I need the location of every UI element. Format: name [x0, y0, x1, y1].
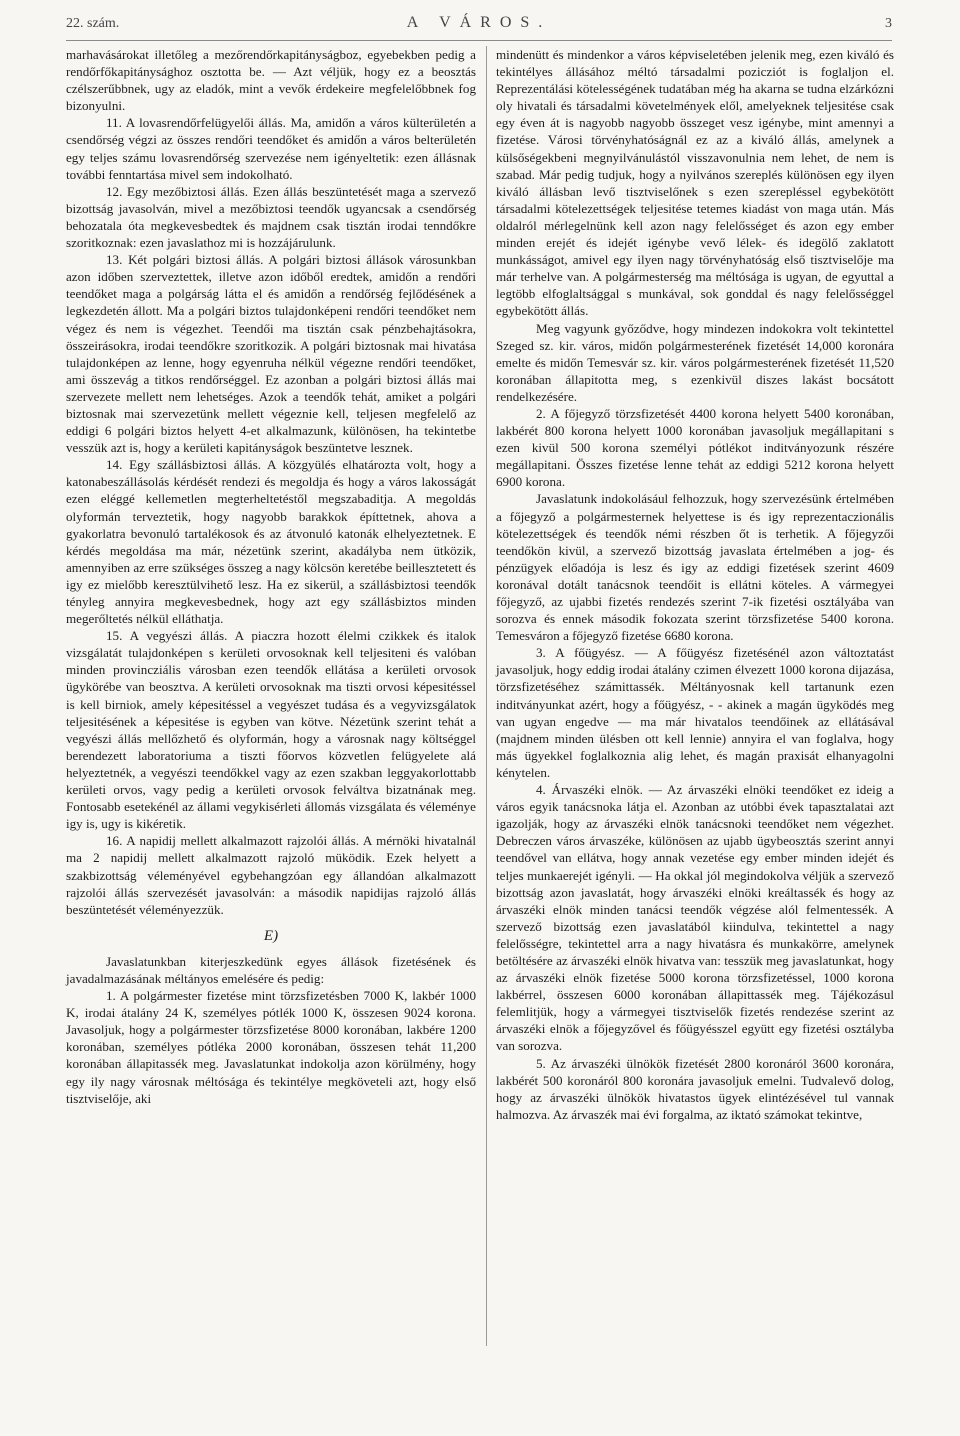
paragraph: 1. A polgármester fizetése mint törzsfizetésben 7000 K, lakbér 1000 K, irodai átalány 24 K, személyes pótlék 1000 K, összesen 9024 korona. Javasoljuk, hogy a polgármester törzsfizetése 8000 koronában, lakbére 1200 koronában, személyes pótléka 2000 koronában, összesen tehát 11,200 koronában állapitassék meg. Javaslatunkat indokolja azon körülmény, hogy egy ily nagy városnak méltósága és tekintélye megköveteli azt, hogy első tisztviselője, aki [66, 988, 476, 1106]
paragraph: marhavásárokat illetőleg a mezőrendőrkapitányságboz, egyebekben pedig a rendőrfőkapitánysághoz osztotta be. — Azt véljük, hogy ez a beosztás czélszerűbbnek, ugy az eladók, mint a vevők érdekeire megfelelőbbnek fog bizonyulni. [66, 47, 476, 114]
paragraph: 5. Az árvaszéki ülnökök fizetését 2800 koronáról 3600 koronára, lakbérét 500 koronáról 800 koronára javasoljuk emelni. Tudvalevő dolog, hogy az árvaszéki ülnökök hivatastos ügyek elintézésével tul vannak halmozva. Az árvaszék mai évi forgalma, az iktató számokat tekintve, [496, 1055, 894, 1122]
page-number: 3 [885, 16, 892, 31]
paragraph: Javaslatunk indokolásául felhozzuk, hogy szervezésünk értelmében a főjegyző a polgármesternek helyettese is és igy reprezentaczionális kötelezettségek és teendők némi részben őt is terhetik. A főjegyzői teendőkön kivül, a szervező bizottság javaslata értelmében a jog- és pénzügyek előadója is lesz és igy az eddigi fizetések szerint 4609 koronával dotált tanácsnok teendőit is ellátni köteles. A vármegyei főjegyző, az ujabbi fizetés rendezés szerint 7-ik fizetési osztályába van sorozva és ennek második fokozata szerint törzsfizetése 5400 korona. Temesváron a főjegyző fizetése 6680 korona. [496, 491, 894, 644]
page-header [66, 14, 892, 41]
paragraph: 2. A főjegyző törzsfizetését 4400 korona helyett 5400 koronában, lakbérét 800 korona helyett 1000 koronában javasoljuk megállapitani s ezen kivül 500 korona személyi pótlékot inditványozunk részére megállapitani. Összes fizetése lenne tehát az eddigi 5212 korona helyett 6900 korona. [496, 405, 894, 490]
paragraph: 13. Két polgári biztosi állás. A polgári biztosi állások városunkban azon időben szerveztettek, illetve azon időből eredtek, amidőn a rendőri teendőket maga a polgárság látta el és amidőn a rendőrség fejlődésének a legkezdetén állott. Ma a polgári biztos tulajdonképeni rendőri teendőket nem végez és nem is végezhet. Teendői ma tisztán csak pénzbehajtásokra, összeirásokra, irodai teendőkre szoritkozik. A polgári biztosnak mai hivatása tulajdonképen az lenne, hogy egyenruha nélkül végezne rendőri teendőket, ami összevág a titkos rendőrséggel. Ez azonban a polgári biztosi állás mai szervezete mellett nem lehetséges. Azok a teendők tehát, amiket a polgári biztosnak mai szervezetünk mellett végeznie kell, teljesen megfelelő az eddigi 6 polgári biztos helyett 4-et alkalmazunk, különösen, ha tekintetbe vesszük azt is, hogy a kerületi kapitányságok beszüntetve lesznek. [66, 252, 476, 456]
left-column [66, 46, 476, 1107]
paragraph: 14. Egy szállásbiztosi állás. A közgyülés elhatározta volt, hogy a katonabeszállásolás kérdését rendezi és megoldja és hogy a város lakosságát ezen eléggé kellemetlen megterheltetéstől megszabaditja. A megoldás olyformán terveztetik, hogy nagyobb barakkok építtetnek, ahova a gyakorlatra bevonuló tartalékosok és az átvonuló katonák elhelyeztetnek. E kérdés megoldása ma már, nézetünk szerint, akadályba nem ütközik, amennyiben az erre szükséges összeg a nagy kölcsön keretébe beillesztetett és igy ez mielőbb keresztülvihető lesz. Ha ez sikerül, a szállásbiztosi teendők tényleg annyira megkevesbednek, hogy azt egy szállásbiztos minden megerőltetés nélkül elláthatja. [66, 457, 476, 627]
paragraph: mindenütt és mindenkor a város képviseletében jelenik meg, ezen kiváló és tekintélyes állásához méltó társadalmi pozicziót is foglaljon el. Reprezentálási kötelességének tudatában még ha akarna se tudna elzárkózni oly hivatali és társadalmi követelmények elől, amelyeknek teljesitése csak egy éven át is nagyobb nagyobb összeget vesz igénybe, mint amennyi a fizetése. Városi törvényhatóságnál ez az a kiváló állás, amelynek a külsőségekbeni megnyilvánulástól visszavonulnia nem lehet, de nem is szabad. Már pedig tudjuk, hogy a nyilvános szereplés különösen egy ilyen kiváló állásban levő tisztviselőnek s ezen szerepléssel egybekötött társadalmi kötelezettségek teljesitése tetemes kiadást von maga után. Más oldalról mérlegelnünk kell azon nagy felelősséget és azon egy ember minden erejét és idejét igénybe vevő lélek- és idegölő zaklatott munkásságot, amivel egy ilyen nagy törvényhatóság első tisztviselője ma már terhelve van. A polgármesterség ma méltósága is ugyan, de egyuttal a legtöbb elfoglaltsággal s munkával, sok gonddal és nagy felelősséggel egybekötött állás. [496, 47, 894, 319]
paragraph: 16. A napidij mellett alkalmazott rajzolói állás. A mérnöki hivatalnál ma 2 napidij mellett alkalmazott rajzoló müködik. Ezek helyett a szakbizottság véleményével egybehangzóan egy állandóan alkalmazott rajzolói állás szervezését javasolván: a második napidijas rajzoló állás beszüntetését véleményezzük. [66, 833, 476, 917]
column-divider [486, 46, 487, 1346]
paragraph: Meg vagyunk győződve, hogy mindezen indokokra volt tekintettel Szeged sz. kir. város, midőn polgármesterének fizetését 14,000 koronára emelte és midőn Temesvár sz. kir. város polgármesterének fizetését 11,520 koronában állapitotta meg, s ezenkivül diszes lakást bocsátott rendelkezésére. [496, 320, 894, 404]
section-heading: E) [263, 927, 279, 944]
paragraph: 15. A vegyészi állás. A piaczra hozott élelmi czikkek és italok vizsgálatát tulajdonképen s kerületi orvosoknak kell teljesiteni és valóban minden provincziális városban ezen teendők ellátása a kerületi orvosok ügykörébe van beosztva. A kerületi orvosoknak ma tiszti orvosi képesitéssel is kell birniok, amely képesitéssel a vegyészet tudása és a vegyvizsgálatok teljesitésének a képesitése is egyben van kötve. Nézetünk szerint tehát a vegyészi állás mellőzhető és olyformán, hogy a városnak nagy költséggel berendezett laboratoriuma a tiszti főorvos közvetlen felügyelete alá helyeztetnék, a vegyészi teendőkkel vagy az ezen szakban leggyakorlottabb kerületi orvos, vagy pedig a kerületi orvosok felváltva bizatnának meg. Fontosabb esetekénél az állami vegykisérleti állomás vizsgálata és véleménye igy is, ugy is kikéretik. [66, 628, 476, 832]
issue-number: 22. szám. [66, 16, 120, 31]
paragraph: 11. A lovasrendőrfelügyelői állás. Ma, amidőn a város külterületén a csendőrség végzi az összes rendőri teendőket és amidőn a város belterületén egy teljes számu lovasrendőrség szervezése nem igényeltetik: ezen állásnak további fenntartása mivel sem indokolható. [66, 115, 476, 182]
paragraph: 4. Árvaszéki elnök. — Az árvaszéki elnöki teendőket ez ideig a város egyik tanácsnoka látja el. Azonban az utóbbi évek tapasztalatai azt igazolják, hogy az árvaszéki elnök tanácsnoki teendőket nem végezhet. Debreczen város árvaszéke, különösen az ujabb ügybeosztás szerint annyi teendővel van ellátva, hogy annak vezetése egy ember minden idejét és teljes munkaerejét igényli. — Ha okkal jól megindokolva véljük a szervező bizottság azon javaslatát, hogy árvaszéki elnöki kreáltassék és hogy az árvaszéki elnök minden tanácsi teendők végzése alól felmentessék. A szervező bizottság ezen javaslatából kiindulva, tekintettel a nagy felelősségre, tekintettel arra a nagy hivatásra és munkakörre, amelynek betöltésére az árvaszéki elnök hivatva van: tesszük meg javaslatunkat, hogy az árvaszéki elnök fizetése 5000 korona törzsfizetéssel, 1000 korona lakbérrel, összesen 6000 koronában állapittassék meg. Tájékozásul felemlitjük, hogy a vármegyei tisztviselők fizetés rendezése szerint az árvaszéki elnök a főjegyzővel és főügyésszel együtt egy fizetési osztályba van sorozva. [496, 782, 894, 1054]
right-column [496, 46, 894, 1123]
newspaper-title: A VÁROS. [406, 14, 552, 31]
paragraph: 12. Egy mezőbiztosi állás. Ezen állás beszüntetését maga a szervező bizottság javasolván, mivel a mezőbiztosi teendők ugyancsak a csendőrség behozatala óta megkevesbedtek és majdnem csak tisztán irodai tenndőkre szoritkoznak: ezen javaslathoz mi is hozzájárulunk. [66, 183, 476, 251]
paragraph: 3. A főügyész. — A főügyész fizetésénél azon változtatást javasoljuk, hogy eddig irodai átalány czimen élvezett 1000 korona dijazása, törzsfizetéséhez számittassék. Méltányosnak kell tartanunk ezen inditványunkat azért, hogy a főügyész, - - akinek a magán ügyködés meg van ugyan engedve — ma már hivatalos teendőinek az ellátásával (majdnem minden ülésben ott kell lennie) annyira el van foglalva, hogy más ügyekkel foglalkoznia alig lehet, és magán praxisát elhanyagolni kénytelen. [496, 645, 894, 780]
paragraph: Javaslatunkban kiterjeszkedünk egyes állások fizetésének és javadalmazásának méltányos emelésére és pedig: [66, 953, 476, 986]
